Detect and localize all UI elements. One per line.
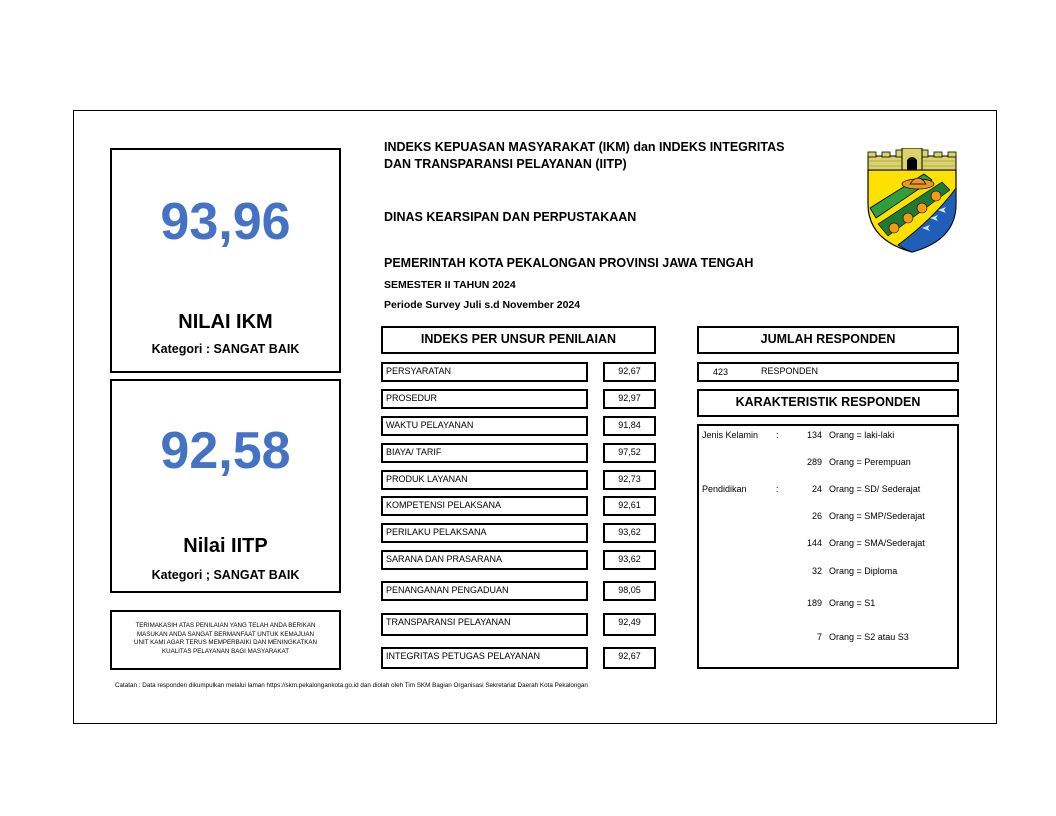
unsur-value: 92,61 [603, 496, 656, 516]
responden-unit: RESPONDEN [761, 366, 819, 376]
karakteristik-text: Orang = SD/ Sederajat [829, 484, 921, 494]
karakteristik-text: Orang = SMA/Sederajat [829, 538, 925, 548]
unsur-value: 92,97 [603, 389, 656, 409]
unsur-name: PROSEDUR [381, 389, 588, 409]
ikm-category: Kategori : SANGAT BAIK [151, 342, 300, 356]
iitp-value: 92,58 [160, 422, 291, 480]
karakteristik-text: Orang = S2 atau S3 [829, 632, 909, 642]
unsur-heading: INDEKS PER UNSUR PENILAIAN [381, 326, 656, 354]
thanks-line: MASUKAN ANDA SANGAT BERMANFAAT UNTUK KEMAJUAN [137, 630, 314, 638]
title-line-1: INDEKS KEPUASAN MASYARAKAT (IKM) dan INDEKS INTEGRITAS [384, 140, 785, 154]
iitp-box [110, 379, 341, 593]
title-line-2: DAN TRANSPARANSI PELAYANAN (IITP) [384, 157, 627, 171]
thanks-line: TERIMAKASIH ATAS PENILAIAN YANG TELAH ANDA BERIKAN [135, 622, 316, 629]
education-label: Pendidikan [702, 484, 747, 494]
iitp-label: Nilai IITP [183, 535, 268, 557]
karakteristik-text: Orang = SMP/Sederajat [829, 511, 925, 521]
karakteristik-count: 7 [816, 632, 822, 642]
government-name: PEMERINTAH KOTA PEKALONGAN PROVINSI JAWA TENGAH [384, 256, 754, 270]
ikm-label: NILAI IKM [178, 311, 273, 333]
education-colon: : [776, 484, 779, 494]
thanks-line: KUALITAS PELAYANAN BAGI MASYARAKAT [162, 647, 289, 655]
unsur-value: 91,84 [603, 416, 656, 436]
semester-text: SEMESTER II TAHUN 2024 [384, 279, 516, 291]
thanks-line: UNIT KAMI AGAR TERUS MEMPERBAIKI DAN MENINGKATKAN [134, 639, 317, 647]
responden-heading: JUMLAH RESPONDEN [697, 326, 959, 354]
unsur-name: TRANSPARANSI PELAYANAN [381, 613, 588, 636]
unsur-name: PRODUK LAYANAN [381, 470, 588, 490]
unsur-value: 92,73 [603, 470, 656, 490]
agency-name: DINAS KEARSIPAN DAN PERPUSTAKAAN [384, 210, 637, 224]
unsur-name: WAKTU PELAYANAN [381, 416, 588, 436]
unsur-value: 92,67 [603, 647, 656, 669]
karakteristik-count: 32 [811, 566, 822, 576]
gender-label: Jenis Kelamin [702, 430, 759, 440]
unsur-value: 97,52 [603, 443, 656, 463]
karakteristik-count: 134 [806, 430, 822, 440]
unsur-value: 92,49 [603, 613, 656, 636]
karakteristik-count: 26 [811, 511, 822, 521]
responden-count-box [697, 362, 959, 382]
unsur-name: PERILAKU PELAKSANA [381, 523, 588, 543]
unsur-name: PERSYARATAN [381, 362, 588, 382]
karakteristik-text: Orang = Perempuan [829, 457, 911, 467]
unsur-value: 93,62 [603, 523, 656, 543]
iitp-category: Kategori ; SANGAT BAIK [151, 568, 300, 582]
karakteristik-text: Orang = Diploma [829, 566, 898, 576]
unsur-name: SARANA DAN PRASARANA [381, 550, 588, 570]
thanks-box [110, 610, 341, 670]
city-crest-icon [864, 148, 960, 254]
unsur-name: PENANGANAN PENGADUAN [381, 581, 588, 601]
unsur-value: 92,67 [603, 362, 656, 382]
unsur-value: 98,05 [603, 581, 656, 601]
karakteristik-count: 189 [806, 598, 822, 608]
responden-count: 423 [713, 367, 729, 377]
karakteristik-box [697, 424, 959, 669]
ikm-value: 93,96 [160, 193, 291, 251]
gender-colon: : [776, 430, 779, 440]
unsur-name: INTEGRITAS PETUGAS PELAYANAN [381, 647, 588, 669]
karakteristik-heading: KARAKTERISTIK RESPONDEN [697, 389, 959, 417]
ikm-box [110, 148, 341, 373]
page-title [384, 139, 864, 173]
karakteristik-count: 24 [811, 484, 822, 494]
karakteristik-text: Orang = laki-laki [829, 430, 895, 440]
period-text: Periode Survey Juli s.d November 2024 [384, 299, 581, 311]
unsur-value: 93,62 [603, 550, 656, 570]
karakteristik-count: 144 [806, 538, 822, 548]
karakteristik-text: Orang = S1 [829, 598, 876, 608]
unsur-name: KOMPETENSI PELAKSANA [381, 496, 588, 516]
unsur-name: BIAYA/ TARIF [381, 443, 588, 463]
footnote: Catatan : Data responden dikumpulkan melalui laman https://skm.pekalongankota.go.id dan diolah oleh Tim SKM Bagian Organisasi Sekretariat Daerah Kota Pekalongan [115, 682, 588, 689]
karakteristik-count: 289 [806, 457, 822, 467]
